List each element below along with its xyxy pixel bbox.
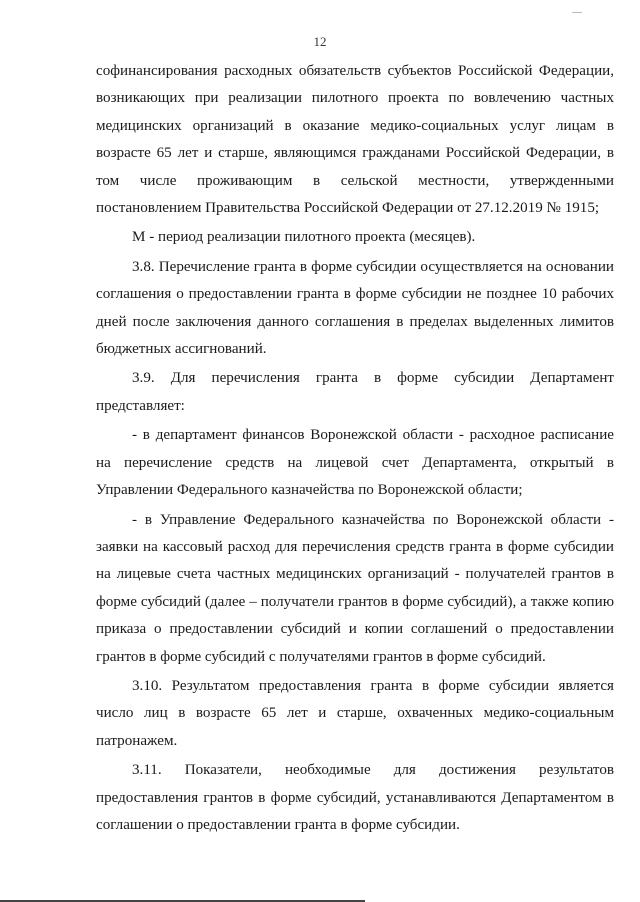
paragraph-3-11: 3.11. Показатели, необходимые для достижения результатов предоставления грантов в форме субсидий, устанавливаются Департаментом в соглашении о предоставлении гранта в форме субсидии.: [96, 762, 614, 833]
paragraph-3-8: 3.8. Перечисление гранта в форме субсидии осуществляется на основании соглашения о предоставлении гранта в форме субсидии не позднее 10 рабочих дней после заключения данного соглашения в пределах выделенных лимитов бюджетных ассигнований.: [96, 258, 614, 358]
paragraph-3-9-item-2: - в Управление Федерального казначейства по Воронежской области - заявки на кассовый расход для перечисления средств гранта в форме субсидии на лицевые счета частных медицинских организаций - получателей грантов в форме субсидий (далее – получатели грантов в форме субсидий), а также копию приказа о предоставлении субсидий и копии соглашений о предоставлении грантов в форме субсидий с получателями грантов в форме субсидий.: [96, 511, 614, 665]
paragraph-3-9: 3.9. Для перечисления гранта в форме субсидии Департамент представляет:: [96, 370, 614, 414]
paragraph-formula-continuation: софинансирования расходных обязательств субъектов Российской Федерации, возникающих при реализации пилотного проекта по вовлечению частных медицинских организаций в оказание медико-социальных услуг лицам в возрасте 65 лет и старше, являющимся гражданами Российской Федерации, в том числе проживающим в сельской местности, утвержденными постановлением Правительства Российской Федерации от 27.12.2019 № 1915;: [96, 63, 614, 217]
paragraph-3-10: 3.10. Результатом предоставления гранта в форме субсидии является число лиц в возрасте 65 лет и старше, охваченных медико-социальным патронажем.: [96, 677, 614, 749]
page-number: 12: [313, 34, 327, 49]
document-body: [96, 58, 614, 839]
paragraph-3-9-item-1: - в департамент финансов Воронежской области - расходное расписание на перечисление средств на лицевой счет Департамента, открытый в Управлении Федерального казначейства по Воронежской области;: [96, 427, 614, 499]
paragraph-m-definition: М - период реализации пилотного проекта (месяцев).: [132, 229, 476, 246]
scan-mark: [572, 12, 582, 13]
